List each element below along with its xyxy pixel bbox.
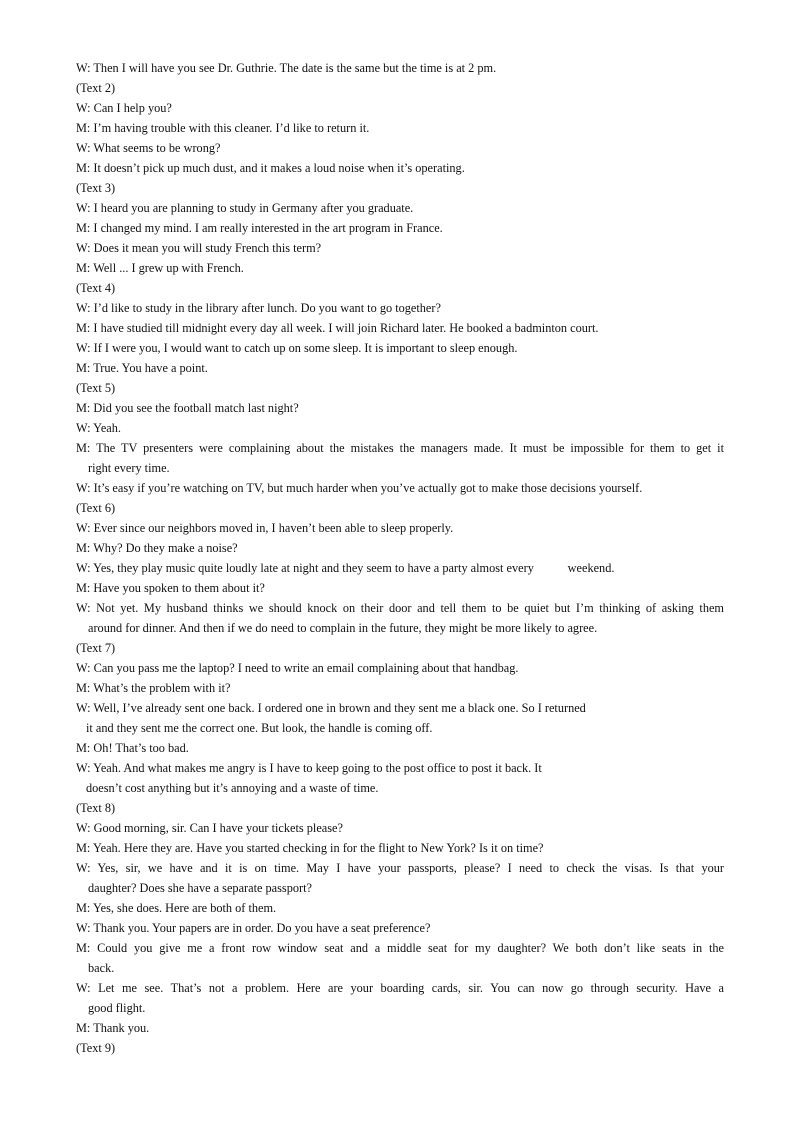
dialogue-line-continued: right every time.	[88, 461, 170, 475]
section-heading: (Text 5)	[76, 381, 116, 395]
dialogue-line: W: Yes, they play music quite loudly late at night and they seem to have a party almost every weekend.	[76, 561, 615, 575]
dialogue-line: M: What’s the problem with it?	[76, 681, 231, 695]
dialogue-line: W: If I were you, I would want to catch up on some sleep. It is important to sleep enough.	[76, 341, 518, 355]
dialogue-line: M: Thank you.	[76, 1021, 150, 1035]
dialogue-line: W: What seems to be wrong?	[76, 141, 221, 155]
dialogue-line: W: Can you pass me the laptop? I need to write an email complaining about that handbag.	[76, 661, 519, 675]
transcript-page	[76, 58, 724, 1058]
dialogue-line-continued: daughter? Does she have a separate passport?	[88, 881, 312, 895]
dialogue-line: M: Could you give me a front row window seat and a middle seat for my daughter? We both don’t like seats in the	[76, 941, 724, 955]
dialogue-line: W: Does it mean you will study French this term?	[76, 241, 322, 255]
dialogue-line: W: Let me see. That’s not a problem. Here are your boarding cards, sir. You can now go through security. Have a	[76, 981, 724, 995]
dialogue-line: M: Oh! That’s too bad.	[76, 741, 189, 755]
dialogue-line: M: It doesn’t pick up much dust, and it makes a loud noise when it’s operating.	[76, 161, 465, 175]
dialogue-line: M: Yeah. Here they are. Have you started checking in for the flight to New York? Is it on time?	[76, 841, 544, 855]
dialogue-line-continued: good flight.	[88, 1001, 146, 1015]
dialogue-line: M: Have you spoken to them about it?	[76, 581, 265, 595]
dialogue-line-continued: it and they sent me the correct one. But look, the handle is coming off.	[86, 721, 433, 735]
dialogue-line: W: Well, I’ve already sent one back. I ordered one in brown and they sent me a black one. So I returned	[76, 701, 586, 715]
dialogue-line: W: Thank you. Your papers are in order. Do you have a seat preference?	[76, 921, 431, 935]
dialogue-line: W: Yeah.	[76, 421, 121, 435]
dialogue-line-continued: back.	[88, 961, 115, 975]
section-heading: (Text 7)	[76, 641, 116, 655]
dialogue-line: W: It’s easy if you’re watching on TV, but much harder when you’ve actually got to make those decisions yourself.	[76, 481, 643, 495]
dialogue-line: M: I changed my mind. I am really interested in the art program in France.	[76, 221, 443, 235]
dialogue-line: M: True. You have a point.	[76, 361, 208, 375]
dialogue-line: W: Good morning, sir. Can I have your tickets please?	[76, 821, 343, 835]
dialogue-line-continued: around for dinner. And then if we do need to complain in the future, they might be more likely to agree.	[88, 621, 598, 635]
dialogue-line: M: Yes, she does. Here are both of them.	[76, 901, 277, 915]
dialogue-line: M: Why? Do they make a noise?	[76, 541, 238, 555]
section-heading: (Text 3)	[76, 181, 116, 195]
dialogue-line: M: I’m having trouble with this cleaner. I’d like to return it.	[76, 121, 370, 135]
section-heading: (Text 9)	[76, 1041, 116, 1055]
dialogue-line: M: Well ... I grew up with French.	[76, 261, 244, 275]
dialogue-line: M: Did you see the football match last night?	[76, 401, 299, 415]
dialogue-line: M: I have studied till midnight every day all week. I will join Richard later. He booked a badminton court.	[76, 321, 599, 335]
section-heading: (Text 6)	[76, 501, 116, 515]
dialogue-line: W: Then I will have you see Dr. Guthrie. The date is the same but the time is at 2 pm.	[76, 61, 497, 75]
dialogue-line: W: Yeah. And what makes me angry is I have to keep going to the post office to post it back. It	[76, 761, 542, 775]
dialogue-line: W: I’d like to study in the library after lunch. Do you want to go together?	[76, 301, 441, 315]
dialogue-line: M: The TV presenters were complaining about the mistakes the managers made. It must be impossible for them to get it	[76, 441, 724, 455]
section-heading: (Text 4)	[76, 281, 116, 295]
dialogue-line-continued: doesn’t cost anything but it’s annoying and a waste of time.	[86, 781, 379, 795]
dialogue-line: W: Can I help you?	[76, 101, 172, 115]
dialogue-line: W: Ever since our neighbors moved in, I haven’t been able to sleep properly.	[76, 521, 454, 535]
dialogue-line: W: Yes, sir, we have and it is on time. May I have your passports, please? I need to check the visas. Is that your	[76, 861, 724, 875]
dialogue-line: W: I heard you are planning to study in Germany after you graduate.	[76, 201, 414, 215]
section-heading: (Text 8)	[76, 801, 116, 815]
section-heading: (Text 2)	[76, 81, 116, 95]
dialogue-line: W: Not yet. My husband thinks we should knock on their door and tell them to be quiet but I’m thinking of asking them	[76, 601, 724, 615]
